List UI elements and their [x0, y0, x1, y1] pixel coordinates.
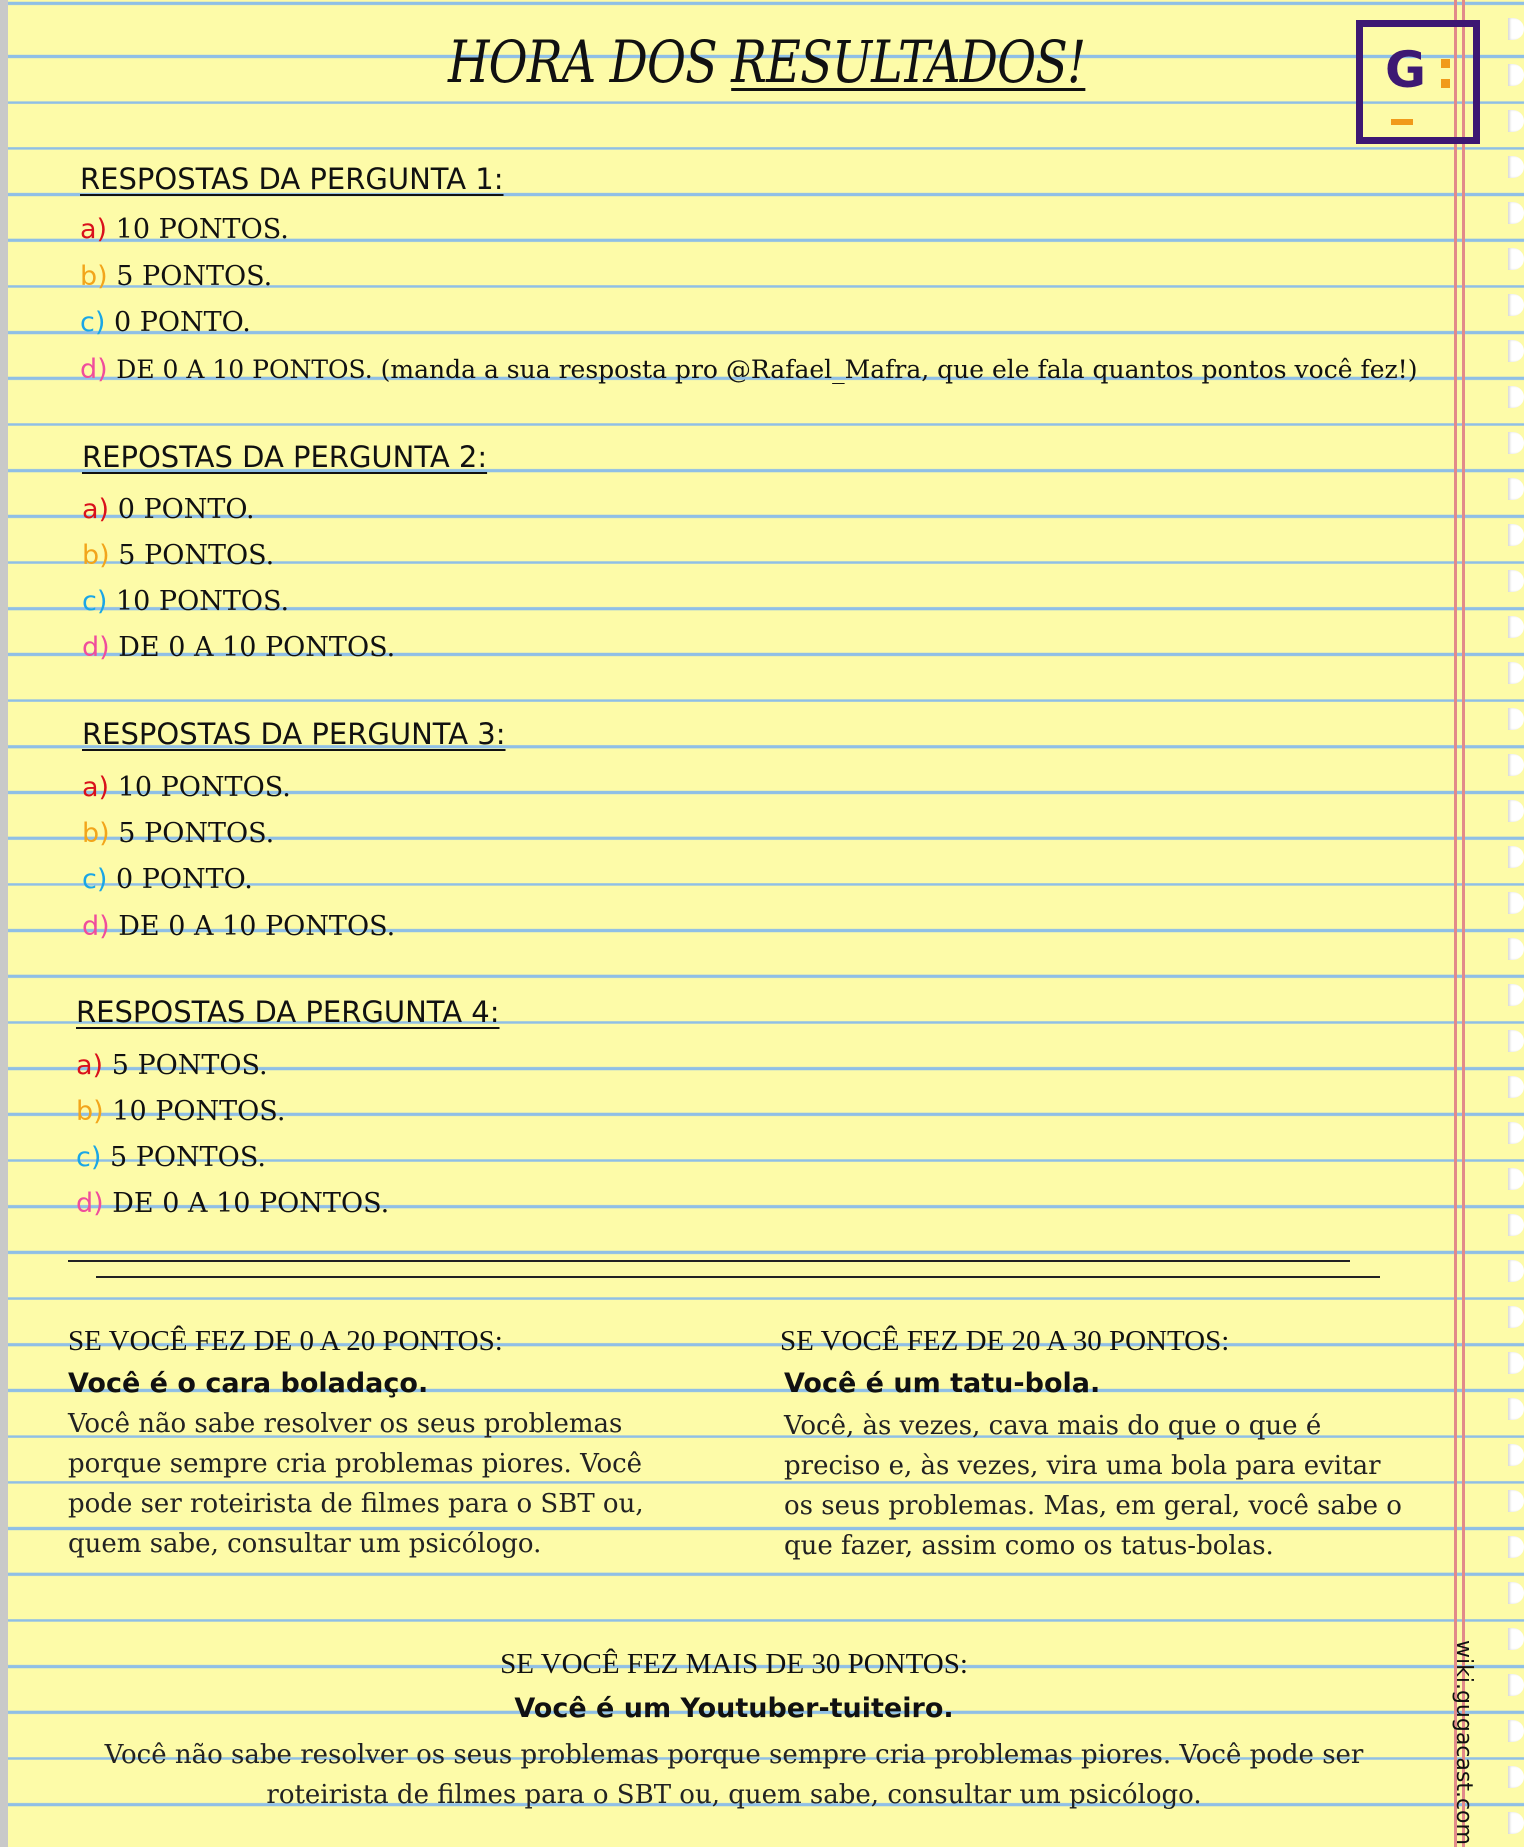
result-subtitle: Você é um tatu-bola. [784, 1368, 1101, 1399]
answer-text: 5 PONTOS. [109, 1142, 266, 1173]
binder-hole [1508, 754, 1524, 776]
answer-text: 5 PONTOS. [118, 818, 275, 849]
answer-item [82, 864, 253, 895]
binder-hole [1508, 1168, 1524, 1190]
answer-text: DE 0 A 10 PONTOS. [118, 632, 396, 663]
answer-text: 0 PONTO. [117, 494, 255, 525]
binder-hole [1508, 1122, 1524, 1144]
answer-text: 5 PONTOS. [118, 540, 275, 571]
answer-letter: a) [80, 214, 108, 245]
binder-hole [1508, 110, 1524, 132]
answer-letter: b) [80, 261, 108, 292]
binder-hole [1508, 524, 1524, 546]
answer-letter: b) [82, 818, 110, 849]
binder-hole [1508, 1628, 1524, 1650]
answer-letter: a) [76, 1050, 104, 1081]
binder-hole [1508, 1812, 1524, 1834]
result-subtitle: Você é um Youtuber-tuiteiro. [514, 1693, 954, 1724]
gugacast-logo [1356, 20, 1480, 144]
binder-hole [1508, 1306, 1524, 1328]
binder-hole [1508, 846, 1524, 868]
binder-hole [1508, 1582, 1524, 1604]
answer-letter: b) [82, 540, 110, 571]
binder-hole [1508, 708, 1524, 730]
title-underlined-text: RESULTADOS! [731, 28, 1086, 96]
result-subtitle: Você é o cara boladaço. [68, 1368, 429, 1399]
binder-hole [1508, 1674, 1524, 1696]
binder-hole [1508, 1766, 1524, 1788]
answer-text: DE 0 A 10 PONTOS. [112, 1188, 390, 1219]
binder-hole [1508, 1076, 1524, 1098]
answer-text: 10 PONTOS. [115, 214, 289, 245]
binder-hole [1508, 570, 1524, 592]
binder-hole [1508, 18, 1524, 40]
result-title: SE VOCÊ FEZ MAIS DE 30 PONTOS: [500, 1648, 968, 1680]
logo-dot [1441, 59, 1450, 68]
margin-line [1454, 0, 1457, 1847]
answer-text: 10 PONTOS. [112, 1096, 286, 1127]
section-heading: RESPOSTAS DA PERGUNTA 3: [82, 717, 506, 751]
answer-item [76, 1142, 266, 1173]
answer-letter: c) [76, 1142, 102, 1173]
answer-item [76, 1050, 268, 1081]
answer-item [82, 540, 274, 571]
answer-letter: c) [82, 586, 108, 617]
result-body: Você não sabe resolver os seus problemas porque sempre cria problemas piores. Você pode ser roteirista de filmes para o SBT ou, quem sabe, consultar um psicólogo. [104, 1740, 1364, 1810]
section-heading: REPOSTAS DA PERGUNTA 2: [82, 440, 488, 474]
divider-line [68, 1260, 1350, 1262]
title-text: HORA DOS [448, 28, 732, 96]
answer-text: 5 PONTOS. [116, 261, 273, 292]
binder-hole [1508, 662, 1524, 684]
answer-letter: d) [82, 632, 110, 663]
answer-letter: d) [76, 1188, 104, 1219]
binder-hole [1508, 1260, 1524, 1282]
answer-item [80, 214, 289, 245]
answer-letter: c) [82, 864, 108, 895]
answer-text: DE 0 A 10 PONTOS. [118, 911, 396, 942]
binder-hole [1508, 156, 1524, 178]
answer-text: 0 PONTO. [113, 307, 251, 338]
answer-item [76, 1096, 285, 1127]
answer-item [82, 911, 395, 942]
binder-hole [1508, 1444, 1524, 1466]
binder-hole [1508, 478, 1524, 500]
answer-text: 10 PONTOS. [117, 772, 291, 803]
binder-hole [1508, 1352, 1524, 1374]
margin-line [1462, 0, 1465, 1847]
section-heading: RESPOSTAS DA PERGUNTA 1: [80, 162, 504, 196]
page-title [448, 28, 1085, 96]
answer-text: 5 PONTOS. [111, 1050, 268, 1081]
answer-item [82, 772, 291, 803]
answer-item [80, 307, 251, 338]
answer-text: DE 0 A 10 PONTOS. (manda a sua resposta pro @Rafael_Mafra, que ele fala quantos pontos você fez!) [116, 355, 1418, 384]
answer-letter: a) [82, 494, 110, 525]
answer-letter: c) [80, 307, 106, 338]
answer-item [82, 586, 289, 617]
binder-holes [1508, 0, 1524, 1847]
result-body: Você não sabe resolver os seus problemas porque sempre cria problemas piores. Você pode ser roteirista de filmes para o SBT ou, quem sabe, consultar um psicólogo. [68, 1409, 644, 1559]
binder-hole [1508, 1490, 1524, 1512]
binder-hole [1508, 1214, 1524, 1236]
binder-hole [1508, 294, 1524, 316]
logo-dash [1391, 119, 1413, 125]
binder-hole [1508, 984, 1524, 1006]
logo-dot [1441, 79, 1450, 88]
binder-hole [1508, 1398, 1524, 1420]
divider-line [96, 1276, 1380, 1278]
binder-hole [1508, 340, 1524, 362]
result-body: Você, às vezes, cava mais do que o que é preciso e, às vezes, vira uma bola para evitar os seus problemas. Mas, em geral, você sabe o que fazer, assim como os tatus-bolas. [784, 1411, 1402, 1561]
binder-hole [1508, 1030, 1524, 1052]
binder-hole [1508, 1720, 1524, 1742]
logo-letter: G [1385, 41, 1427, 99]
answer-item [82, 632, 395, 663]
binder-hole [1508, 432, 1524, 454]
site-credit: wiki.gugacast.com [1451, 1640, 1476, 1845]
result-title: SE VOCÊ FEZ DE 0 A 20 PONTOS: [68, 1325, 503, 1357]
answer-item [82, 494, 255, 525]
answer-text: 10 PONTOS. [115, 586, 290, 617]
binder-hole [1508, 202, 1524, 224]
answer-letter: b) [76, 1096, 104, 1127]
answer-letter: a) [82, 772, 110, 803]
answer-item [80, 354, 1417, 385]
binder-hole [1508, 616, 1524, 638]
answer-letter: d) [80, 354, 108, 385]
section-heading: RESPOSTAS DA PERGUNTA 4: [76, 995, 500, 1029]
answer-item [82, 818, 274, 849]
answer-text: 0 PONTO. [115, 864, 253, 895]
binder-hole [1508, 938, 1524, 960]
result-title: SE VOCÊ FEZ DE 20 A 30 PONTOS: [780, 1325, 1230, 1357]
binder-hole [1508, 892, 1524, 914]
binder-hole [1508, 64, 1524, 86]
binder-hole [1508, 1536, 1524, 1558]
answer-letter: d) [82, 911, 110, 942]
binder-hole [1508, 248, 1524, 270]
answer-item [80, 261, 272, 292]
binder-hole [1508, 800, 1524, 822]
answer-item [76, 1188, 389, 1219]
binder-hole [1508, 386, 1524, 408]
